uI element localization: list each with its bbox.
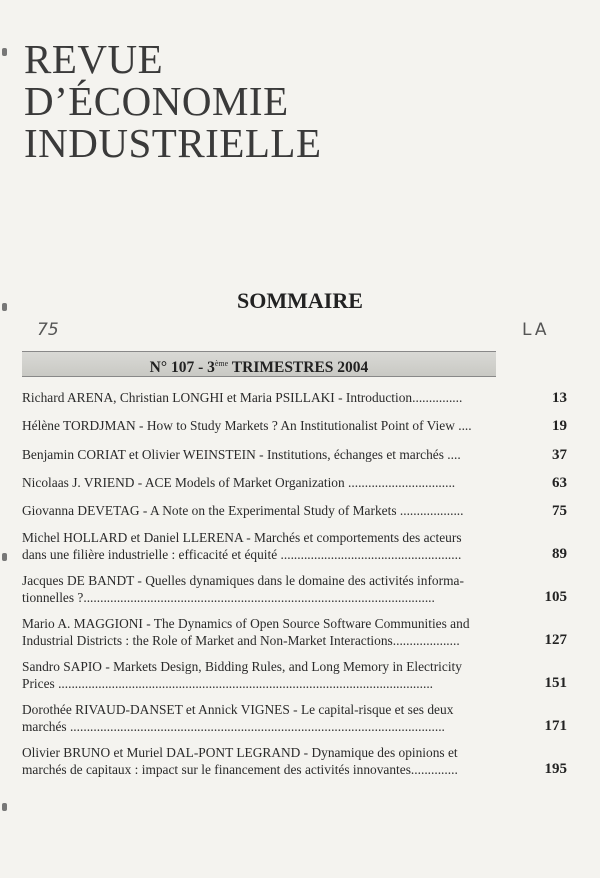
toc-entry-title: [22, 616, 496, 649]
toc-page-number: 19: [552, 417, 567, 434]
toc-entry-line: dans une filière industrielle : efficacité et équité ......................................................: [22, 546, 462, 562]
toc-entry: [22, 418, 567, 435]
toc-page-number: 13: [552, 389, 567, 406]
issue-ordinal-suffix: ème: [214, 359, 229, 368]
toc-entry-line: Dorothée RIVAUD-DANSET et Annick VIGNES - Le capital-risque et ses deux: [22, 702, 454, 717]
journal-title: [24, 38, 322, 164]
toc-page-number: 105: [544, 589, 567, 605]
toc-entry: [22, 616, 567, 649]
toc-entry-line: Industrial Districts : the Role of Market and Non-Market Interactions....................: [22, 632, 460, 648]
toc-page-number: 151: [544, 675, 567, 691]
toc-entry-line: Prices ................................................................................................................: [22, 675, 434, 691]
toc-entry-line: Sandro SAPIO - Markets Design, Bidding Rules, and Long Memory in Electricity: [22, 659, 462, 674]
toc-entry-title: [22, 475, 496, 492]
toc-entry-line: Benjamin CORIAT et Olivier WEINSTEIN - Institutions, échanges et marchés ....: [22, 447, 461, 462]
toc-page-number: 195: [544, 761, 567, 777]
toc-entry-line: Richard ARENA, Christian LONGHI et Maria PSILLAKI - Introduction...............: [22, 390, 463, 405]
toc-page-number: 75: [552, 502, 567, 519]
toc-entry-title: [22, 573, 496, 606]
toc-entry-line: Giovanna DEVETAG - A Note on the Experimental Study of Markets ...................: [22, 503, 464, 518]
binding-hole-mark: [2, 553, 7, 561]
toc-entry: [22, 659, 567, 692]
journal-title-line: REVUE: [24, 36, 164, 82]
toc-entry-line: Michel HOLLARD et Daniel LLERENA - Marchés et comportements des acteurs: [22, 530, 462, 545]
toc-entry: [22, 390, 567, 407]
issue-banner: [22, 351, 496, 377]
toc-page-number: 127: [544, 632, 567, 648]
handwritten-annotation-left: 75: [37, 320, 59, 340]
toc-entry-title: [22, 447, 496, 464]
toc-page-number: 37: [552, 446, 567, 463]
toc-entry-line: Olivier BRUNO et Muriel DAL-PONT LEGRAND - Dynamique des opinions et: [22, 745, 458, 760]
journal-title-line: D’ÉCONOMIE: [24, 78, 289, 124]
toc-entry-line: marchés de capitaux : impact sur le financement des activités innovantes..............: [22, 761, 458, 777]
toc-entry-line: Hélène TORDJMAN - How to Study Markets ? An Institutionalist Point of View ....: [22, 418, 472, 433]
toc-entry-title: [22, 745, 496, 778]
journal-title-line: INDUSTRIELLE: [24, 120, 322, 166]
toc-page-number: 89: [552, 546, 567, 562]
section-title: SOMMAIRE: [237, 288, 363, 313]
toc-entry-line: tionnelles ?.........................................................................................................: [22, 589, 435, 605]
toc-entry: [22, 447, 567, 464]
toc-entry: [22, 503, 567, 520]
toc-page-number: 63: [552, 474, 567, 491]
issue-period: TRIMESTRES 2004: [228, 359, 369, 376]
binding-hole-mark: [2, 803, 7, 811]
toc-entry-title: [22, 503, 496, 520]
toc-page-number: 171: [544, 718, 567, 734]
toc-entry-title: [22, 659, 496, 692]
toc-entry-title: [22, 418, 496, 435]
toc-entry: [22, 573, 567, 606]
toc-entry-line: Jacques DE BANDT - Quelles dynamiques dans le domaine des activités informa-: [22, 573, 464, 588]
toc-entry: [22, 475, 567, 492]
toc-entry-title: [22, 390, 496, 407]
toc-entry: [22, 530, 567, 563]
handwritten-annotation-right: LA: [522, 320, 550, 340]
binding-hole-mark: [2, 48, 7, 56]
toc-entry: [22, 702, 567, 735]
toc-entry-title: [22, 702, 496, 735]
toc-entry-line: Mario A. MAGGIONI - The Dynamics of Open Source Software Communities and: [22, 616, 470, 631]
toc-entry-line: Nicolaas J. VRIEND - ACE Models of Market Organization ................................: [22, 475, 456, 490]
issue-number: N° 107 - 3: [149, 359, 215, 376]
toc-entry-line: marchés ................................................................................................................: [22, 718, 445, 734]
toc-entry: [22, 745, 567, 778]
toc-entry-title: [22, 530, 496, 563]
